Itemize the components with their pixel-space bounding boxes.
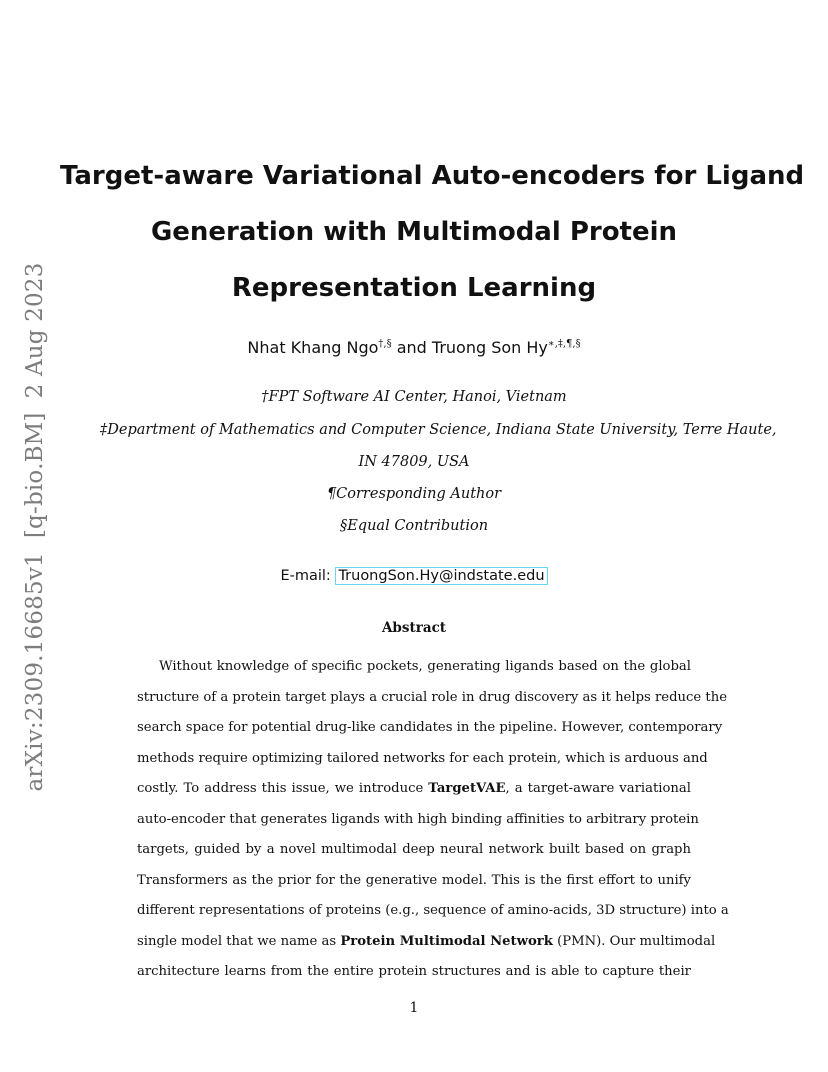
affiliation-line: †FPT Software AI Center, Hanoi, Vietnam bbox=[261, 389, 567, 405]
author-name: Nhat Khang Ngo bbox=[247, 338, 379, 357]
abstract-line: different representations of proteins (e.g., sequence of amino-acids, 3D structure) into a bbox=[137, 903, 729, 918]
affiliation-line: ‡Department of Mathematics and Computer Science, Indiana State University, Terre Haute, bbox=[100, 422, 777, 438]
affiliation-note: §Equal Contribution bbox=[339, 518, 489, 534]
arxiv-id[interactable]: arXiv:2309.16685v1 bbox=[22, 552, 48, 792]
author-affiliation-marks: †,§ bbox=[378, 338, 392, 350]
page-number: 1 bbox=[409, 1000, 419, 1016]
network-name: Protein Multimodal Network bbox=[340, 933, 553, 949]
abstract-line: Without knowledge of specific pockets, generating ligands based on the global bbox=[159, 659, 691, 674]
author-affiliation-marks: ∗,‡,¶,§ bbox=[547, 338, 581, 350]
affiliation-note: ¶Corresponding Author bbox=[326, 486, 502, 502]
abstract-line: search space for potential drug-like candidates in the pipeline. However, contemporary bbox=[137, 720, 723, 735]
affiliation-line: IN 47809, USA bbox=[358, 454, 470, 470]
abstract-line: methods require optimizing tailored networks for each protein, which is arduous and bbox=[137, 750, 708, 766]
method-name: TargetVAE bbox=[428, 781, 506, 796]
abstract-line: targets, guided by a novel multimodal deep neural network built based on graph bbox=[137, 842, 691, 857]
title-line: Generation with Multimodal Protein bbox=[150, 217, 678, 247]
abstract-line: Transformers as the prior for the generative model. This is the first effort to unify bbox=[137, 872, 691, 888]
title-line: Representation Learning bbox=[231, 273, 597, 303]
arxiv-stamp bbox=[22, 248, 48, 791]
author-line bbox=[0, 338, 828, 357]
email-link[interactable]: TruongSon.Hy@indstate.edu bbox=[335, 567, 547, 585]
title-line: Target-aware Variational Auto-encoders for Ligand bbox=[60, 161, 805, 191]
abstract-line: architecture learns from the entire protein structures and is able to capture their bbox=[137, 964, 691, 979]
abstract-body bbox=[137, 652, 729, 988]
author-conjunction: and bbox=[396, 338, 427, 357]
author-name: Truong Son Hy bbox=[431, 338, 548, 357]
abstract-line: costly. To address this issue, we introduce TargetVAE, a target-aware variational bbox=[137, 781, 691, 796]
abstract-heading: Abstract bbox=[381, 620, 447, 636]
arxiv-date: 2 Aug 2023 bbox=[22, 262, 48, 399]
abstract-line: structure of a protein target plays a crucial role in drug discovery as it helps reduce the bbox=[137, 689, 728, 705]
email-label: E-mail: bbox=[280, 568, 331, 584]
paper-title bbox=[60, 148, 805, 316]
abstract-line: single model that we name as Protein Multimodal Network (PMN). Our multimodal bbox=[137, 933, 716, 949]
email-line bbox=[0, 568, 828, 584]
abstract-line: auto-encoder that generates ligands with high binding affinities to arbitrary protein bbox=[137, 811, 699, 827]
arxiv-category: [q-bio.BM] bbox=[22, 412, 48, 539]
